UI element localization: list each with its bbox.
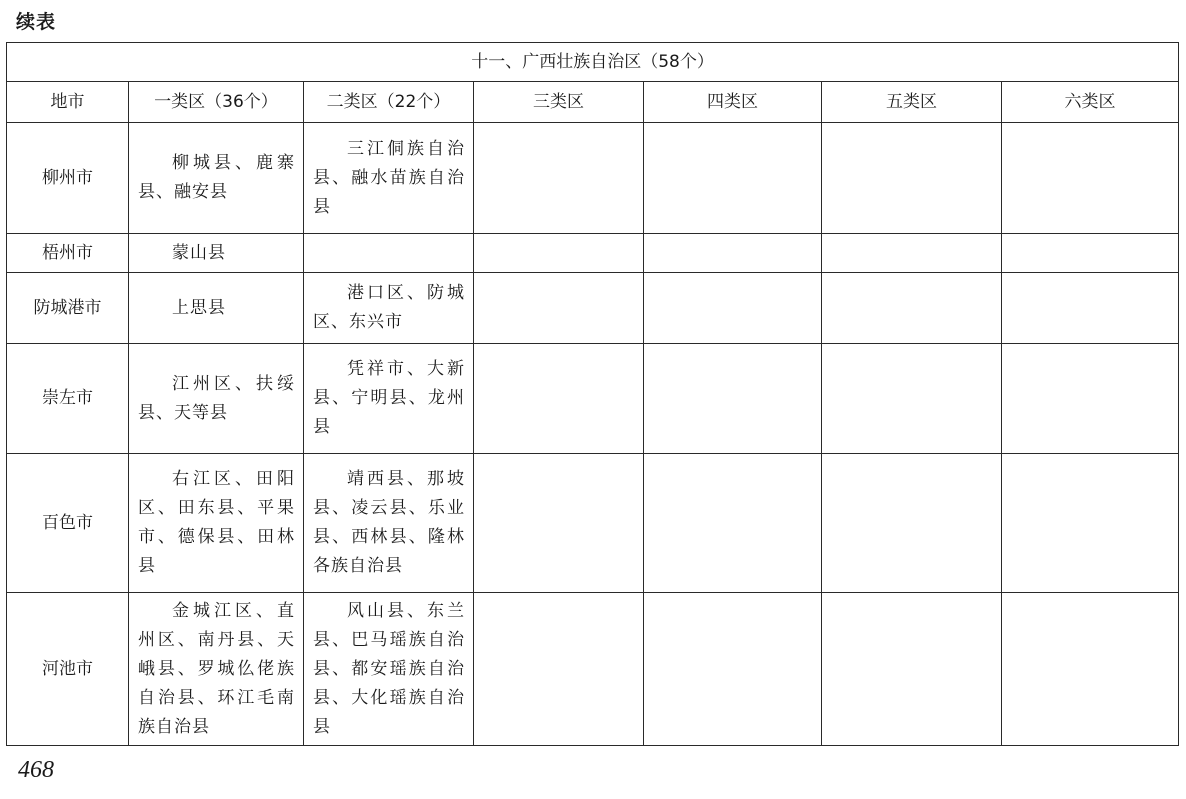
city-cell: 崇左市 bbox=[7, 344, 129, 454]
table-row bbox=[7, 234, 1179, 273]
class-6-cell bbox=[1002, 454, 1179, 593]
class-2-cell: 凭祥市、大新县、宁明县、龙州县 bbox=[304, 344, 474, 454]
class-4-cell bbox=[644, 234, 822, 273]
header-class-6: 六类区 bbox=[1002, 82, 1179, 123]
continued-label: 续表 bbox=[16, 11, 57, 33]
class-3-cell bbox=[474, 273, 644, 344]
remote-area-classification-table bbox=[6, 42, 1179, 746]
class-6-cell bbox=[1002, 234, 1179, 273]
class-3-cell bbox=[474, 454, 644, 593]
header-class-4: 四类区 bbox=[644, 82, 822, 123]
class-1-cell: 上思县 bbox=[129, 273, 304, 344]
table-row bbox=[7, 273, 1179, 344]
class-5-cell bbox=[822, 234, 1002, 273]
city-cell: 柳州市 bbox=[7, 123, 129, 234]
page-number: 468 bbox=[18, 757, 54, 783]
class-1-cell: 柳城县、鹿寨县、融安县 bbox=[129, 123, 304, 234]
class-3-cell bbox=[474, 123, 644, 234]
class-4-cell bbox=[644, 273, 822, 344]
header-class-1: 一类区（36个） bbox=[129, 82, 304, 123]
class-2-cell: 三江侗族自治县、融水苗族自治县 bbox=[304, 123, 474, 234]
class-6-cell bbox=[1002, 273, 1179, 344]
class-2-cell: 风山县、东兰县、巴马瑶族自治县、都安瑶族自治县、大化瑶族自治县 bbox=[304, 593, 474, 746]
class-4-cell bbox=[644, 123, 822, 234]
class-1-cell: 金城江区、直州区、南丹县、天峨县、罗城仫佬族自治县、环江毛南族自治县 bbox=[129, 593, 304, 746]
class-6-cell bbox=[1002, 593, 1179, 746]
class-5-cell bbox=[822, 123, 1002, 234]
table-header-row bbox=[7, 82, 1179, 123]
table-row bbox=[7, 123, 1179, 234]
class-4-cell bbox=[644, 593, 822, 746]
table-row bbox=[7, 344, 1179, 454]
table-title-row bbox=[7, 43, 1179, 82]
class-3-cell bbox=[474, 593, 644, 746]
class-4-cell bbox=[644, 454, 822, 593]
city-cell: 防城港市 bbox=[7, 273, 129, 344]
class-1-cell: 江州区、扶绥县、天等县 bbox=[129, 344, 304, 454]
table-title: 十一、广西壮族自治区（58个） bbox=[7, 43, 1179, 82]
class-1-cell: 蒙山县 bbox=[129, 234, 304, 273]
city-cell: 河池市 bbox=[7, 593, 129, 746]
class-2-cell: 靖西县、那坡县、凌云县、乐业县、西林县、隆林各族自治县 bbox=[304, 454, 474, 593]
class-5-cell bbox=[822, 344, 1002, 454]
class-2-cell bbox=[304, 234, 474, 273]
class-6-cell bbox=[1002, 344, 1179, 454]
header-city: 地市 bbox=[7, 82, 129, 123]
class-5-cell bbox=[822, 454, 1002, 593]
class-4-cell bbox=[644, 344, 822, 454]
class-2-cell: 港口区、防城区、东兴市 bbox=[304, 273, 474, 344]
city-cell: 梧州市 bbox=[7, 234, 129, 273]
header-class-5: 五类区 bbox=[822, 82, 1002, 123]
header-class-3: 三类区 bbox=[474, 82, 644, 123]
class-5-cell bbox=[822, 593, 1002, 746]
class-5-cell bbox=[822, 273, 1002, 344]
table-row bbox=[7, 593, 1179, 746]
class-6-cell bbox=[1002, 123, 1179, 234]
class-1-cell: 右江区、田阳区、田东县、平果市、德保县、田林县 bbox=[129, 454, 304, 593]
header-class-2: 二类区（22个） bbox=[304, 82, 474, 123]
class-3-cell bbox=[474, 344, 644, 454]
class-3-cell bbox=[474, 234, 644, 273]
city-cell: 百色市 bbox=[7, 454, 129, 593]
table-row bbox=[7, 454, 1179, 593]
